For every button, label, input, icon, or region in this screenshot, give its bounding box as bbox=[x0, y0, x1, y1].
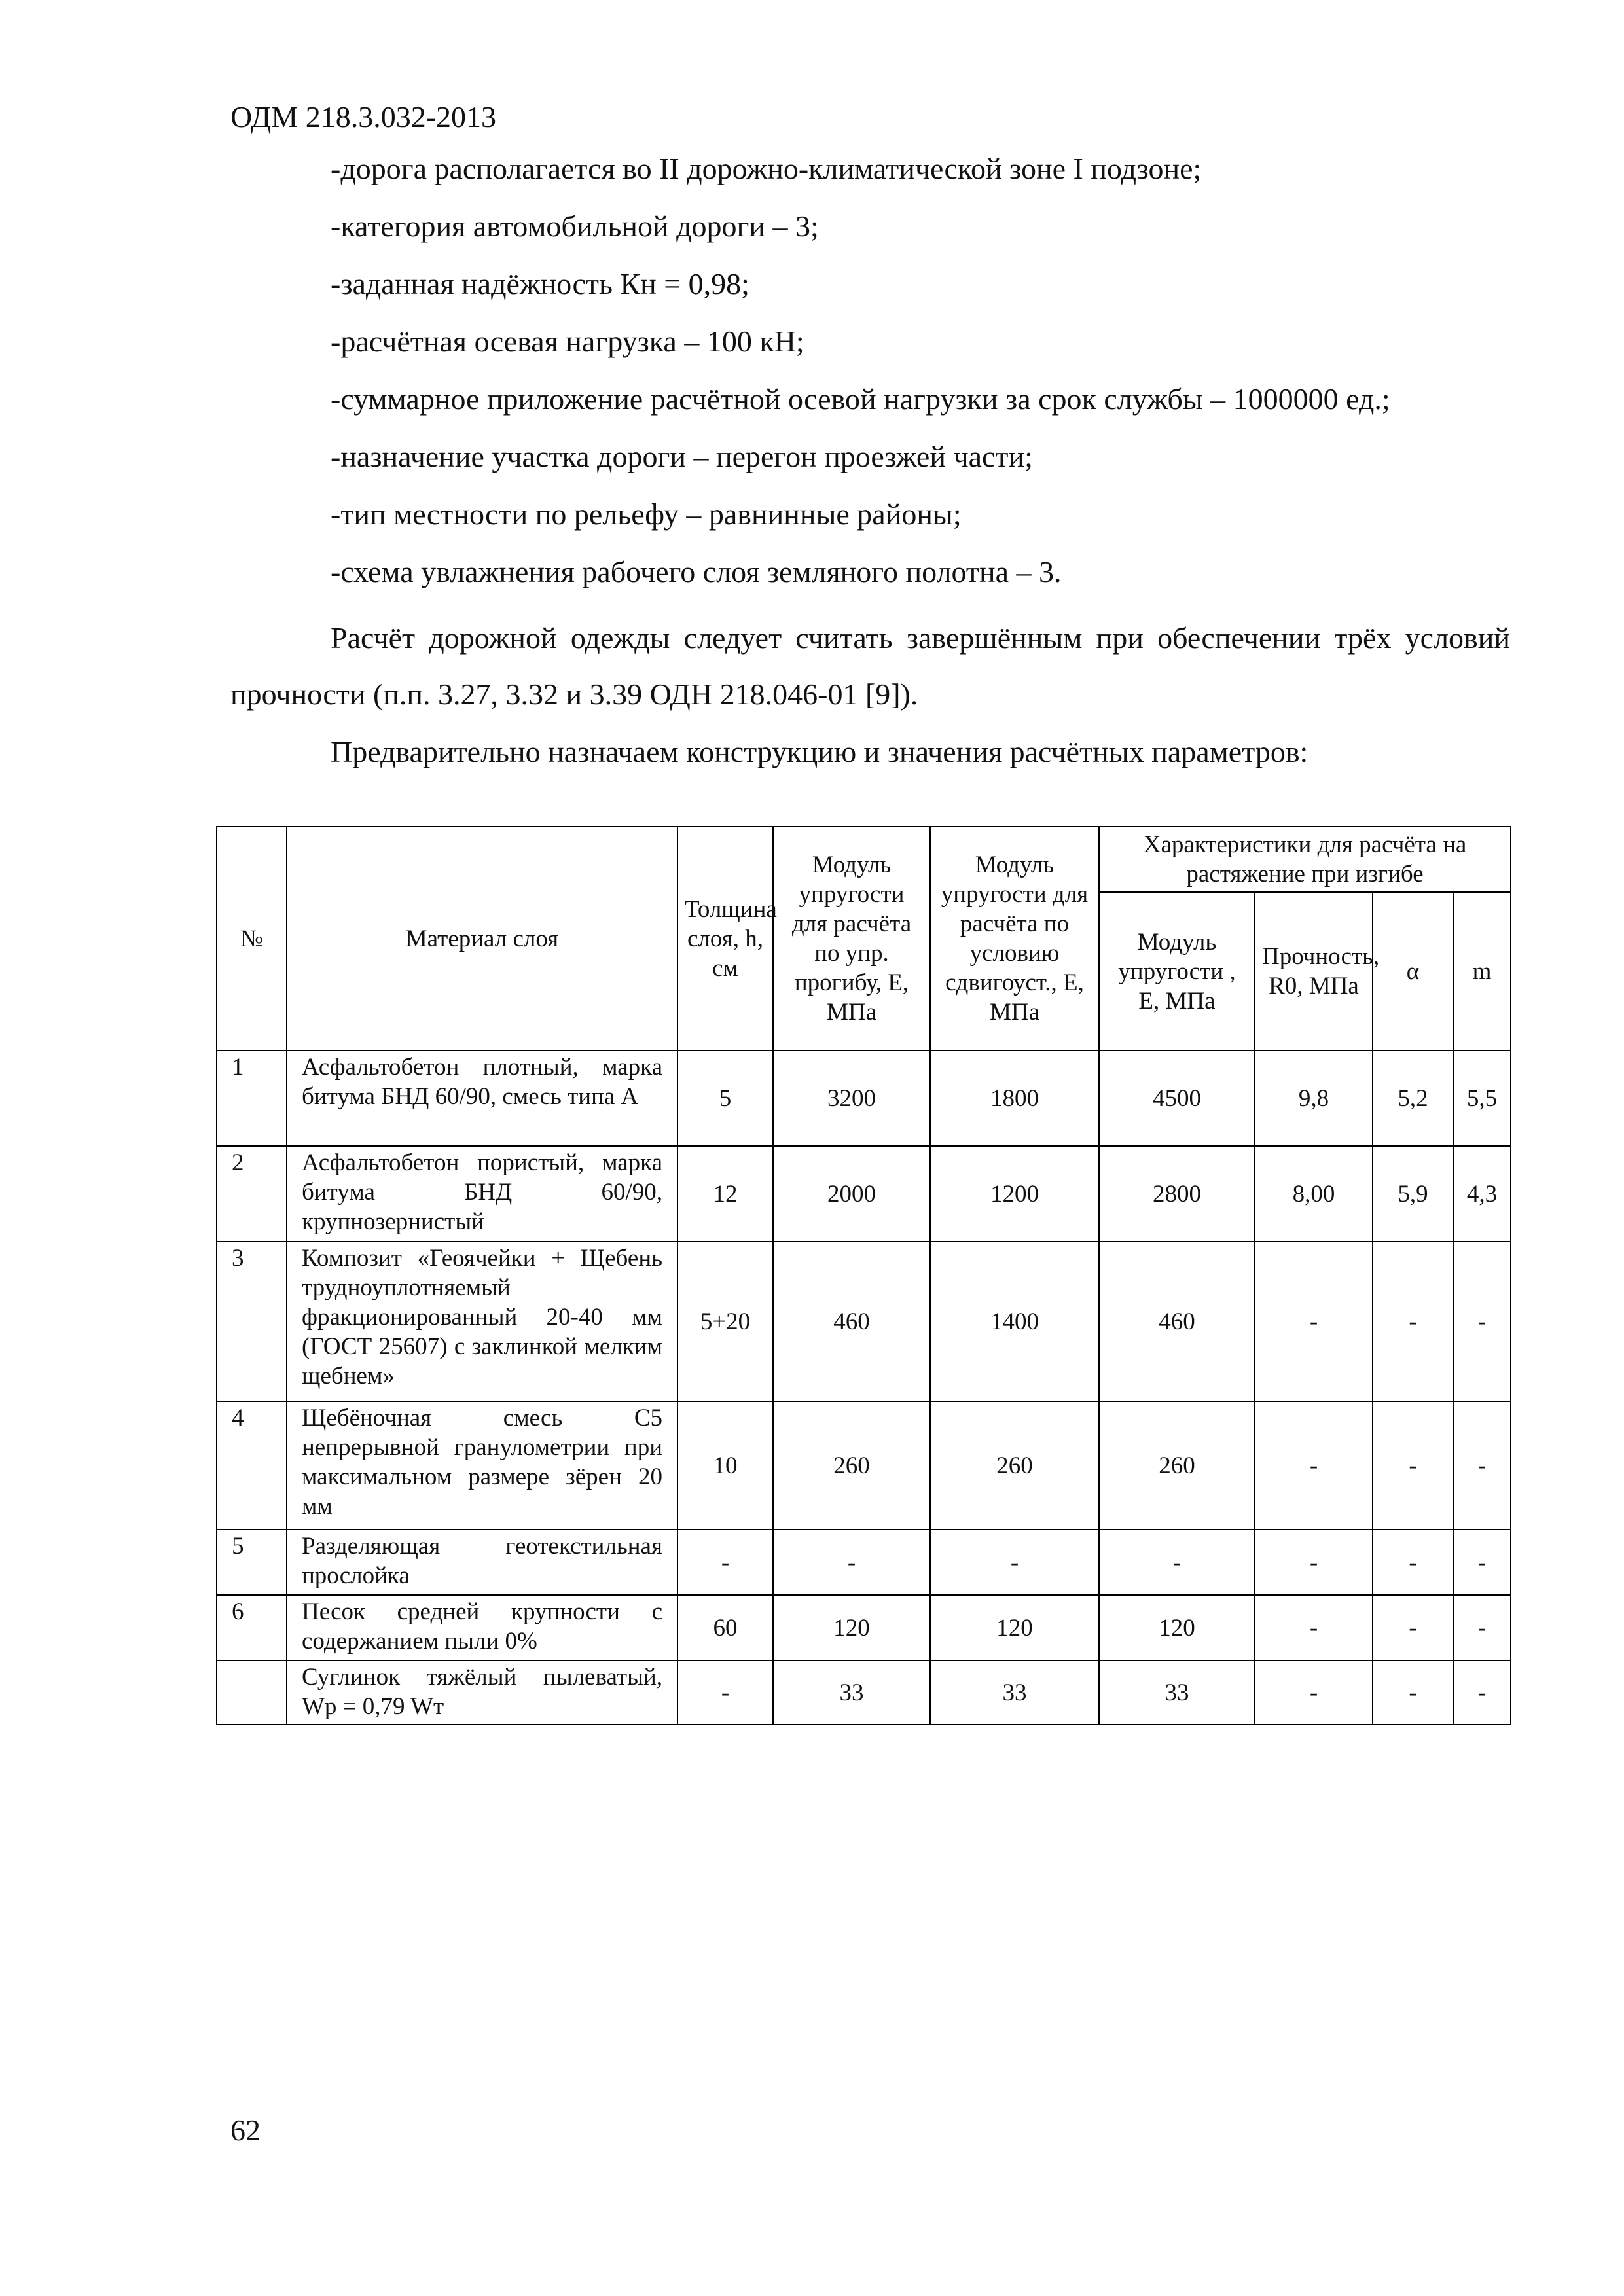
list-item: -схема увлажнения рабочего слоя земляного полотна – 3. bbox=[331, 555, 1062, 588]
header-modulus-deflection: Модуль упругости для расчёта по упр. прогибу, Е, МПа bbox=[773, 827, 930, 1050]
cell-m: - bbox=[1453, 1401, 1511, 1530]
cell-no bbox=[217, 1660, 287, 1725]
list-item: -суммарное приложение расчётной осевой нагрузки за срок службы – 1000000 ед.; bbox=[331, 382, 1390, 416]
cell-modulus-deflection: 260 bbox=[773, 1401, 930, 1530]
cell-modulus-bending: - bbox=[1099, 1530, 1255, 1595]
cell-no: 2 bbox=[217, 1146, 287, 1242]
table-header-row bbox=[217, 827, 1511, 892]
header-bending-group: Характеристики для расчёта на растяжение при изгибе bbox=[1099, 827, 1511, 892]
cell-m: - bbox=[1453, 1660, 1511, 1725]
cell-alpha: - bbox=[1373, 1595, 1453, 1660]
cell-modulus-bending: 33 bbox=[1099, 1660, 1255, 1725]
cell-strength: - bbox=[1255, 1401, 1373, 1530]
table-row bbox=[217, 1050, 1511, 1146]
cell-modulus-bending: 260 bbox=[1099, 1401, 1255, 1530]
cell-modulus-bending: 4500 bbox=[1099, 1050, 1255, 1146]
cell-modulus-bending: 460 bbox=[1099, 1242, 1255, 1401]
document-header: ОДМ 218.3.032-2013 bbox=[230, 100, 497, 134]
paragraph: Расчёт дорожной одежды следует считать завершённым при обеспечении трёх условий прочности (п.п. 3.27, 3.32 и 3.39 ОДН 218.046-01 [9]). bbox=[230, 621, 1510, 711]
cell-modulus-shear: 260 bbox=[930, 1401, 1099, 1530]
cell-modulus-bending: 120 bbox=[1099, 1595, 1255, 1660]
table-row bbox=[217, 1660, 1511, 1725]
list-item: -назначение участка дороги – перегон проезжей части; bbox=[331, 440, 1033, 473]
cell-m: - bbox=[1453, 1530, 1511, 1595]
list-item: -дорога располагается во II дорожно-климатической зоне I подзоне; bbox=[331, 152, 1202, 185]
page-number: 62 bbox=[230, 2113, 261, 2147]
cell-alpha: - bbox=[1373, 1660, 1453, 1725]
list-item: -категория автомобильной дороги – 3; bbox=[331, 209, 819, 243]
header-strength: Прочность, R0, МПа bbox=[1255, 892, 1373, 1050]
cell-thickness: 12 bbox=[677, 1146, 773, 1242]
cell-material: Композит «Геоячейки + Щебень трудноуплотняемый фракционированный 20-40 мм (ГОСТ 25607) с заклинкой мелким щебнем» bbox=[287, 1242, 677, 1401]
cell-modulus-deflection: 3200 bbox=[773, 1050, 930, 1146]
cell-modulus-shear: 1400 bbox=[930, 1242, 1099, 1401]
list-item: -тип местности по рельефу – равнинные районы; bbox=[331, 497, 962, 531]
cell-modulus-deflection: - bbox=[773, 1530, 930, 1595]
header-modulus-bending: Модуль упругости , Е, МПа bbox=[1099, 892, 1255, 1050]
cell-modulus-shear: 1200 bbox=[930, 1146, 1099, 1242]
cell-modulus-shear: 1800 bbox=[930, 1050, 1099, 1146]
table-row bbox=[217, 1146, 1511, 1242]
cell-strength: - bbox=[1255, 1660, 1373, 1725]
cell-modulus-deflection: 460 bbox=[773, 1242, 930, 1401]
header-modulus-shear: Модуль упругости для расчёта по условию сдвигоуст., Е, МПа bbox=[930, 827, 1099, 1050]
cell-modulus-deflection: 120 bbox=[773, 1595, 930, 1660]
cell-alpha: - bbox=[1373, 1242, 1453, 1401]
header-material: Материал слоя bbox=[287, 827, 677, 1050]
cell-m: 5,5 bbox=[1453, 1050, 1511, 1146]
header-thickness: Толщина слоя, h, см bbox=[677, 827, 773, 1050]
layers-table bbox=[216, 826, 1511, 1725]
cell-alpha: - bbox=[1373, 1530, 1453, 1595]
layers-table-container bbox=[216, 826, 1510, 1725]
cell-thickness: - bbox=[677, 1530, 773, 1595]
table-row bbox=[217, 1595, 1511, 1660]
cell-alpha: 5,2 bbox=[1373, 1050, 1453, 1146]
table-body bbox=[217, 1050, 1511, 1725]
cell-alpha: - bbox=[1373, 1401, 1453, 1530]
header-m: m bbox=[1453, 892, 1511, 1050]
cell-strength: 8,00 bbox=[1255, 1146, 1373, 1242]
cell-modulus-deflection: 2000 bbox=[773, 1146, 930, 1242]
cell-no: 5 bbox=[217, 1530, 287, 1595]
paragraph: Предварительно назначаем конструкцию и значения расчётных параметров: bbox=[331, 735, 1308, 768]
cell-material: Суглинок тяжёлый пылеватый, Wp = 0,79 Wт bbox=[287, 1660, 677, 1725]
cell-alpha: 5,9 bbox=[1373, 1146, 1453, 1242]
header-no: № bbox=[217, 827, 287, 1050]
cell-modulus-shear: 120 bbox=[930, 1595, 1099, 1660]
cell-material: Песок средней крупности с содержанием пыли 0% bbox=[287, 1595, 677, 1660]
cell-no: 6 bbox=[217, 1595, 287, 1660]
table-row bbox=[217, 1530, 1511, 1595]
list-item: -заданная надёжность Кн = 0,98; bbox=[331, 267, 749, 300]
cell-thickness: - bbox=[677, 1660, 773, 1725]
document-body bbox=[230, 149, 1510, 780]
cell-thickness: 10 bbox=[677, 1401, 773, 1530]
cell-strength: - bbox=[1255, 1242, 1373, 1401]
header-alpha: α bbox=[1373, 892, 1453, 1050]
list-item: -расчётная осевая нагрузка – 100 кН; bbox=[331, 325, 804, 358]
cell-material: Разделяющая геотекстильная прослойка bbox=[287, 1530, 677, 1595]
cell-m: 4,3 bbox=[1453, 1146, 1511, 1242]
cell-no: 3 bbox=[217, 1242, 287, 1401]
cell-m: - bbox=[1453, 1242, 1511, 1401]
cell-strength: - bbox=[1255, 1530, 1373, 1595]
table-row bbox=[217, 1242, 1511, 1401]
cell-thickness: 5 bbox=[677, 1050, 773, 1146]
cell-modulus-shear: - bbox=[930, 1530, 1099, 1595]
cell-material: Асфальтобетон плотный, марка битума БНД 60/90, смесь типа А bbox=[287, 1050, 677, 1146]
cell-modulus-bending: 2800 bbox=[1099, 1146, 1255, 1242]
cell-no: 4 bbox=[217, 1401, 287, 1530]
cell-material: Асфальтобетон пористый, марка битума БНД 60/90, крупнозернистый bbox=[287, 1146, 677, 1242]
table-row bbox=[217, 1401, 1511, 1530]
cell-strength: 9,8 bbox=[1255, 1050, 1373, 1146]
cell-thickness: 60 bbox=[677, 1595, 773, 1660]
cell-no: 1 bbox=[217, 1050, 287, 1146]
cell-modulus-deflection: 33 bbox=[773, 1660, 930, 1725]
cell-material: Щебёночная смесь С5 непрерывной гранулометрии при максимальном размере зёрен 20 мм bbox=[287, 1401, 677, 1530]
cell-strength: - bbox=[1255, 1595, 1373, 1660]
cell-modulus-shear: 33 bbox=[930, 1660, 1099, 1725]
cell-m: - bbox=[1453, 1595, 1511, 1660]
cell-thickness: 5+20 bbox=[677, 1242, 773, 1401]
